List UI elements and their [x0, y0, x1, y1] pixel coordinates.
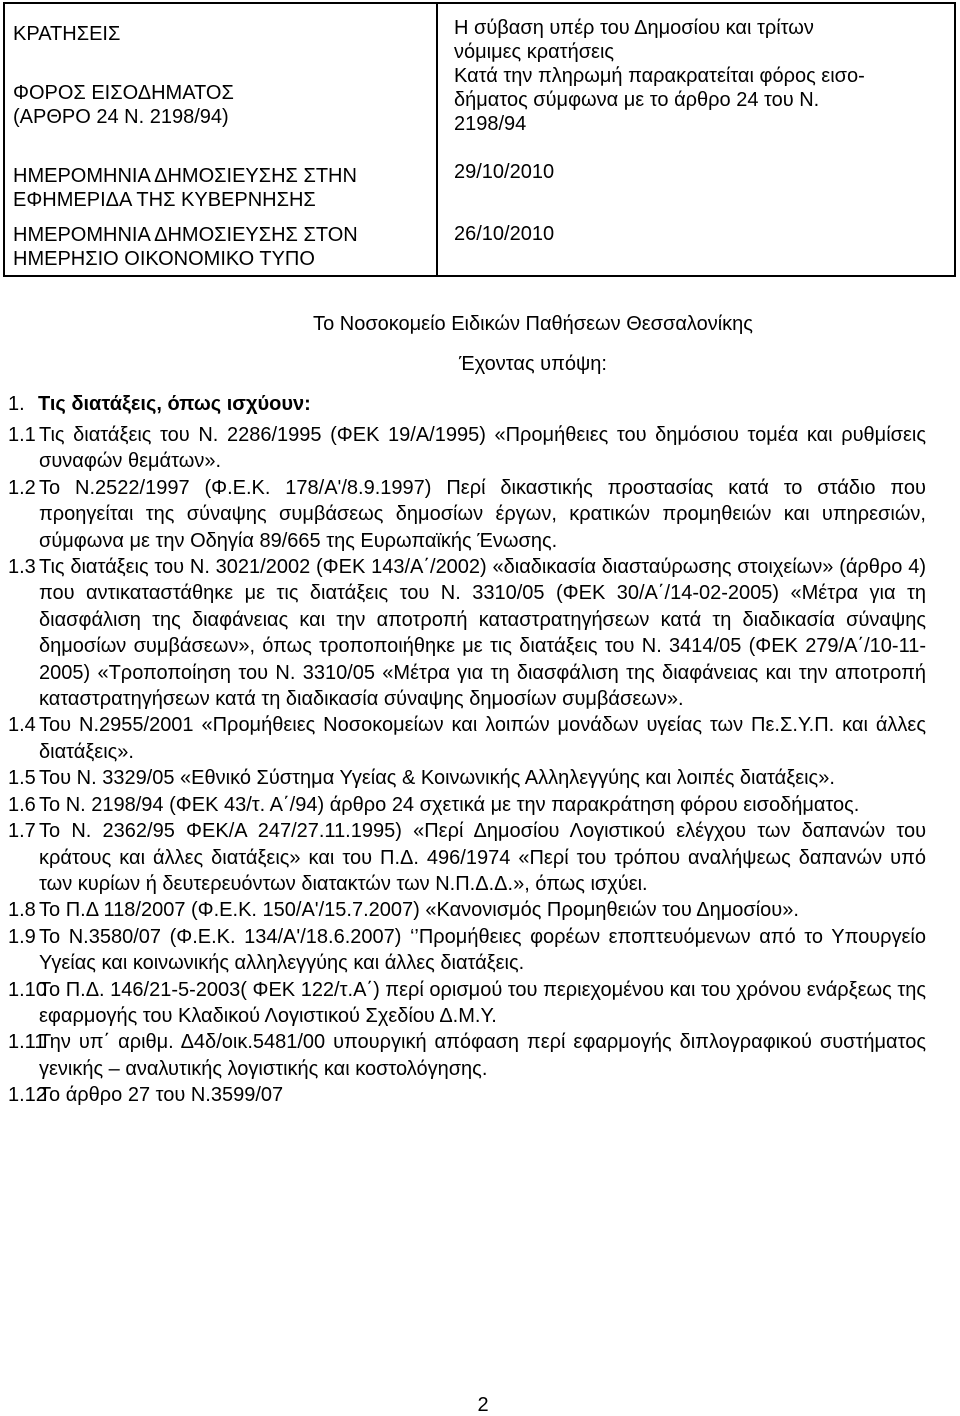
value-line: 2198/94	[454, 113, 527, 135]
hospital-name: Το Νοσοκομείο Ειδικών Παθήσεων Θεσσαλονίκης	[313, 313, 753, 335]
info-table	[3, 2, 956, 277]
label-date-gazette	[13, 164, 436, 212]
provision-number: 1.12	[8, 1084, 47, 1107]
provision-number: 1.1	[8, 424, 36, 446]
provision-item	[8, 1029, 926, 1082]
value-foros	[454, 64, 936, 136]
label-foros	[13, 81, 436, 129]
provision-item	[8, 977, 926, 1030]
provision-item	[8, 818, 926, 897]
provision-item	[8, 475, 926, 554]
provision-item	[8, 422, 926, 475]
provision-item	[8, 712, 926, 765]
info-table-row	[4, 3, 955, 276]
label-line: ΕΦΗΜΕΡΙΔΑ ΤΗΣ ΚΥΒΕΡΝΗΣΗΣ	[13, 189, 316, 211]
provision-text: Το Π.Δ 118/2007 (Φ.Ε.Κ. 150/Α'/15.7.2007) «Κανονισμός Προμηθειών του Δημοσίου».	[39, 899, 799, 922]
provision-number: 1.8	[8, 899, 36, 922]
value-line: Η σύβαση υπέρ του Δημοσίου και τρίτων	[454, 17, 814, 39]
provision-text: Τις διατάξεις του Ν. 3021/2002 (ΦΕΚ 143/Α΄/2002) «διαδικασία διασταύρωσης στοιχείων» (άρθρο 4) που αντικαταστάθηκε με τις διατάξεις του Ν. 3310/05 (ΦΕΚ 30/Α΄/14-02-2005) «Μέτρα για τη διασφάλιση της διαφάνειας και την αποτροπή καταστρατηγήσεων κατά τη διαδικασία σύναψης δημοσίων συμβάσεων», όπως τροποποιήθηκε με τις διατάξεις του Ν. 3414/05 (ΦΕΚ 279/Α΄/10-11-2005) «Τροποποίηση του Ν. 3310/05 «Μέτρα για τη διασφάλιση της διαφάνειας και την αποτροπή καταστρατηγήσεων κατά τη διαδικασία σύναψης δημοσίων συμβάσεων».	[39, 556, 926, 711]
provision-text: Το Π.Δ. 146/21-5-2003( ΦΕΚ 122/τ.Α΄) περί ορισμού του περιεχομένου και του χρόνου ενάρξεως της εφαρμογής του Κλαδικού Λογιστικού Σχεδίου Δ.Μ.Υ.	[39, 978, 927, 1027]
label-line: ΦΟΡΟΣ ΕΙΣΟΔΗΜΑΤΟΣ	[13, 82, 234, 104]
value-line: νόμιμες κρατήσεις	[454, 41, 615, 63]
label-line: ΗΜΕΡΗΣΙΟ ΟΙΚΟΝΟΜΙΚΟ ΤΥΠΟ	[13, 248, 315, 270]
provision-text: Τις διατάξεις του Ν. 2286/1995 (ΦΕΚ 19/Α/1995) «Προμήθειες του δημόσιου τομέα και ρυθμίσεις συναφών θεμάτων».	[39, 424, 926, 473]
provision-text: Την υπ΄ αριθμ. Δ4δ/οικ.5481/00 υπουργική απόφαση περί εφαρμογής διπλογραφικού συστήματος γενικής – αναλυτικής λογιστικής και κοστολόγησης.	[39, 1031, 926, 1080]
provision-number: 1.3	[8, 556, 36, 579]
provision-text: Το Ν. 2362/95 ΦΕΚ/Α 247/27.11.1995) «Περί Δημοσίου Λογιστικού ελέγχου των δαπανών του κράτους και άλλες διατάξεις» και του Π.Δ. 496/1974 «Περί του τρόπου αναλήψεως δαπανών υπό των κυρίων ή δευτερευόντων διατακτών των Ν.Π.Δ.Δ.», όπως ισχύει.	[39, 820, 926, 895]
section-heading	[8, 392, 311, 416]
provision-number: 1.9	[8, 925, 36, 948]
provision-item	[8, 554, 926, 712]
value-line: Κατά την πληρωμή παρακρατείται φόρος εισο-	[454, 65, 865, 87]
provision-text: Του Ν. 3329/05 «Εθνικό Σύστημα Υγείας & Κοινωνικής Αλληλεγγύης και λοιπές διατάξεις».	[39, 767, 835, 790]
label-line: ΚΡΑΤΗΣΕΙΣ	[13, 23, 121, 45]
provision-text: Το Ν.2522/1997 (Φ.Ε.Κ. 178/Α'/8.9.1997) Περί δικαστικής προστασίας κατά το στάδιο που προηγείται της σύναψης συμβάσεως δημοσίων έργων, κρατικών προμηθειών και υπηρεσιών, σύμφωνα με την Οδηγία 89/665 της Ευρωπαϊκής Ένωσης.	[39, 476, 926, 552]
provision-number: 1.11	[8, 1031, 46, 1054]
provision-number: 1.4	[8, 714, 36, 737]
provision-item	[8, 792, 926, 818]
provision-item	[8, 897, 926, 923]
value-date-press: 26/10/2010	[454, 223, 555, 245]
label-date-press	[13, 223, 436, 275]
value-date-gazette: 29/10/2010	[454, 161, 555, 183]
label-line: ΗΜΕΡΟΜΗΝΙΑ ΔΗΜΟΣΙΕΥΣΗΣ ΣΤΗΝ	[13, 165, 357, 187]
provision-number: 1.2	[8, 476, 36, 499]
label-kratiseis	[13, 22, 436, 46]
provision-text: Το Ν. 2198/94 (ΦΕΚ 43/τ. Α΄/94) άρθρο 24 σχετικά με την παρακράτηση φόρου εισοδήματος.	[39, 793, 860, 816]
provision-text: Το Ν.3580/07 (Φ.Ε.Κ. 134/Α'/18.6.2007) ‘’Προμήθειες φορέων εποπτευόμενων από το Υπουργείο Υγείας και κοινωνικής αλληλεγγύης και άλλες διατάξεις.	[39, 925, 926, 975]
section-title: Τις διατάξεις, όπως ισχύουν:	[38, 393, 311, 415]
label-line: ΗΜΕΡΟΜΗΝΙΑ ΔΗΜΟΣΙΕΥΣΗΣ ΣΤΟΝ	[13, 224, 358, 246]
provision-number: 1.7	[8, 820, 36, 843]
provision-text: Του Ν.2955/2001 «Προμήθειες Νοσοκομείων και λοιπών μονάδων υγείας των Πε.Σ.Υ.Π. και άλλες διατάξεις».	[39, 714, 926, 763]
provision-text: Το άρθρο 27 του Ν.3599/07	[39, 1084, 284, 1107]
labels-cell	[4, 3, 437, 276]
section-number: 1.	[8, 393, 25, 415]
considering-heading: Έχοντας υπόψη:	[459, 353, 607, 375]
value-kratiseis	[454, 16, 936, 64]
label-line: (ΑΡΘΡΟ 24 Ν. 2198/94)	[13, 106, 229, 128]
values-cell	[437, 3, 955, 276]
value-line: δήματος σύμφωνα με το άρθρο 24 του Ν.	[454, 89, 820, 111]
page-number: 2	[477, 1394, 489, 1416]
provision-number: 1.6	[8, 793, 36, 816]
provision-item	[8, 924, 926, 977]
provision-item	[8, 765, 926, 791]
provisions-list	[8, 422, 926, 1109]
provision-number: 1.5	[8, 767, 36, 790]
provision-number: 1.10	[8, 978, 47, 1001]
provision-item	[8, 1082, 926, 1108]
